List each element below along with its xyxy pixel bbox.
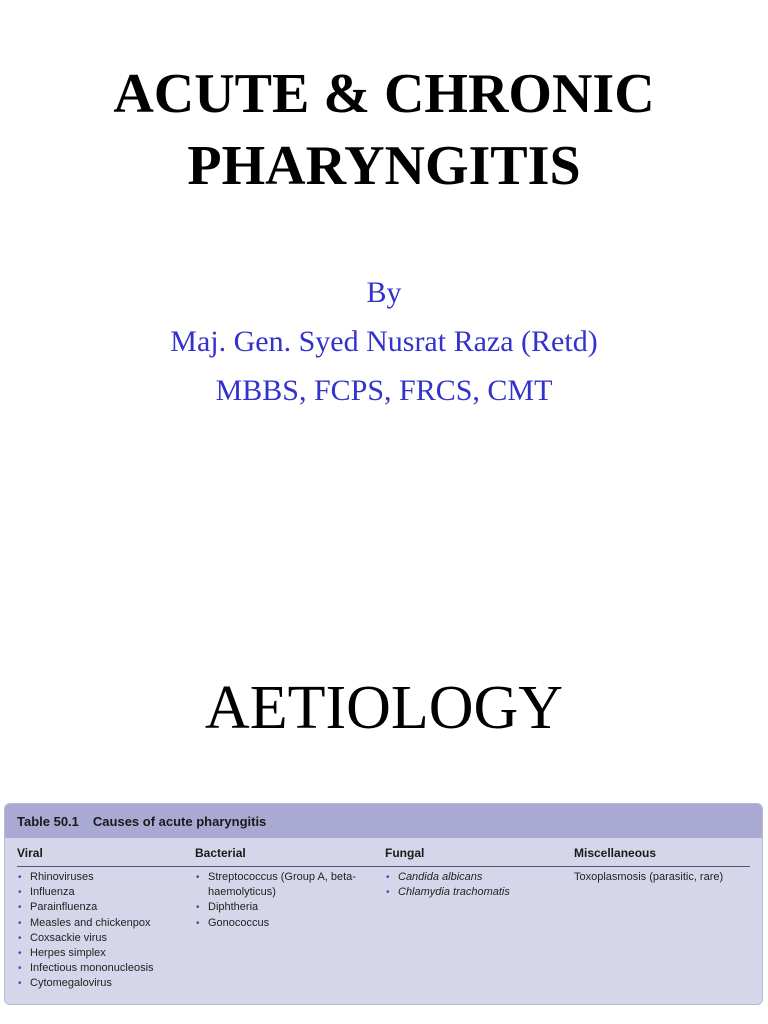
- list-item: [17, 931, 154, 946]
- miscellaneous-text: Toxoplasmosis (parasitic, rare): [574, 871, 724, 883]
- section-heading: AETIOLOGY: [204, 674, 564, 742]
- bullet-icon: •: [18, 978, 22, 990]
- bullet-icon: •: [18, 963, 22, 975]
- list-item-text: Gonococcus: [208, 916, 270, 929]
- bullet-icon: •: [18, 932, 22, 944]
- list-item: [385, 870, 510, 885]
- column-header-fungal: Fungal: [385, 846, 425, 860]
- list-item: [385, 885, 510, 900]
- presentation-title: [0, 58, 768, 202]
- bacterial-list: [195, 870, 365, 931]
- list-item-text: Infectious mononucleosis: [30, 962, 154, 975]
- list-item-text: Diphtheria: [208, 901, 259, 914]
- list-item-text: Herpes simplex: [30, 947, 106, 960]
- title-line-2: PHARYNGITIS: [187, 135, 581, 197]
- byline-by: By: [366, 276, 402, 309]
- column-header-bacterial: Bacterial: [195, 846, 246, 860]
- bullet-icon: •: [386, 887, 390, 899]
- list-item: [17, 870, 154, 885]
- list-item-text: Cytomegalovirus: [30, 977, 112, 990]
- author-name: Maj. Gen. Syed Nusrat Raza (Retd): [170, 325, 598, 358]
- bullet-icon: •: [196, 902, 200, 914]
- title-line-1: ACUTE & CHRONIC: [113, 63, 655, 125]
- fungal-list: [385, 870, 510, 900]
- list-item-text: Measles and chickenpox: [30, 916, 151, 929]
- list-item: [17, 976, 154, 991]
- bullet-icon: •: [18, 948, 22, 960]
- bullet-icon: •: [18, 902, 22, 914]
- list-item-text: Chlamydia trachomatis: [398, 886, 510, 899]
- list-item-text: Influenza: [30, 886, 75, 899]
- bacterial-column: [195, 870, 365, 931]
- list-item: [17, 900, 154, 915]
- list-item: [195, 870, 365, 900]
- list-item-text: Streptococcus (Group A, beta-haemolyticus): [208, 871, 356, 899]
- list-item-text: Rhinoviruses: [30, 871, 94, 883]
- author-credentials: MBBS, FCPS, FRCS, CMT: [215, 374, 553, 407]
- list-item: [17, 961, 154, 976]
- column-header-viral: Viral: [17, 846, 43, 860]
- fungal-column: [385, 870, 510, 900]
- list-item: [17, 946, 154, 961]
- miscellaneous-column: [574, 870, 723, 885]
- table-caption-text: Causes of acute pharyngitis: [92, 813, 267, 829]
- viral-list: [17, 870, 154, 992]
- list-item-text: Parainfluenza: [30, 901, 98, 914]
- author-block: [0, 268, 768, 415]
- bullet-icon: •: [18, 872, 22, 883]
- table-header-row: [17, 846, 750, 867]
- list-item-text: Candida albicans: [398, 871, 483, 883]
- bullet-icon: •: [196, 872, 200, 883]
- bullet-icon: •: [18, 917, 22, 929]
- list-item: [17, 916, 154, 931]
- list-item: [17, 885, 154, 900]
- bullet-icon: •: [18, 887, 22, 899]
- list-item: [195, 900, 365, 915]
- bullet-icon: •: [386, 872, 390, 883]
- causes-table: [4, 803, 763, 1005]
- column-header-miscellaneous: Miscellaneous: [574, 846, 657, 860]
- bullet-icon: •: [196, 917, 200, 929]
- viral-column: [17, 870, 154, 992]
- table-caption: [5, 804, 762, 838]
- list-item: [195, 916, 365, 931]
- table-number: Table 50.1: [17, 813, 79, 829]
- list-item-text: Coxsackie virus: [30, 931, 108, 944]
